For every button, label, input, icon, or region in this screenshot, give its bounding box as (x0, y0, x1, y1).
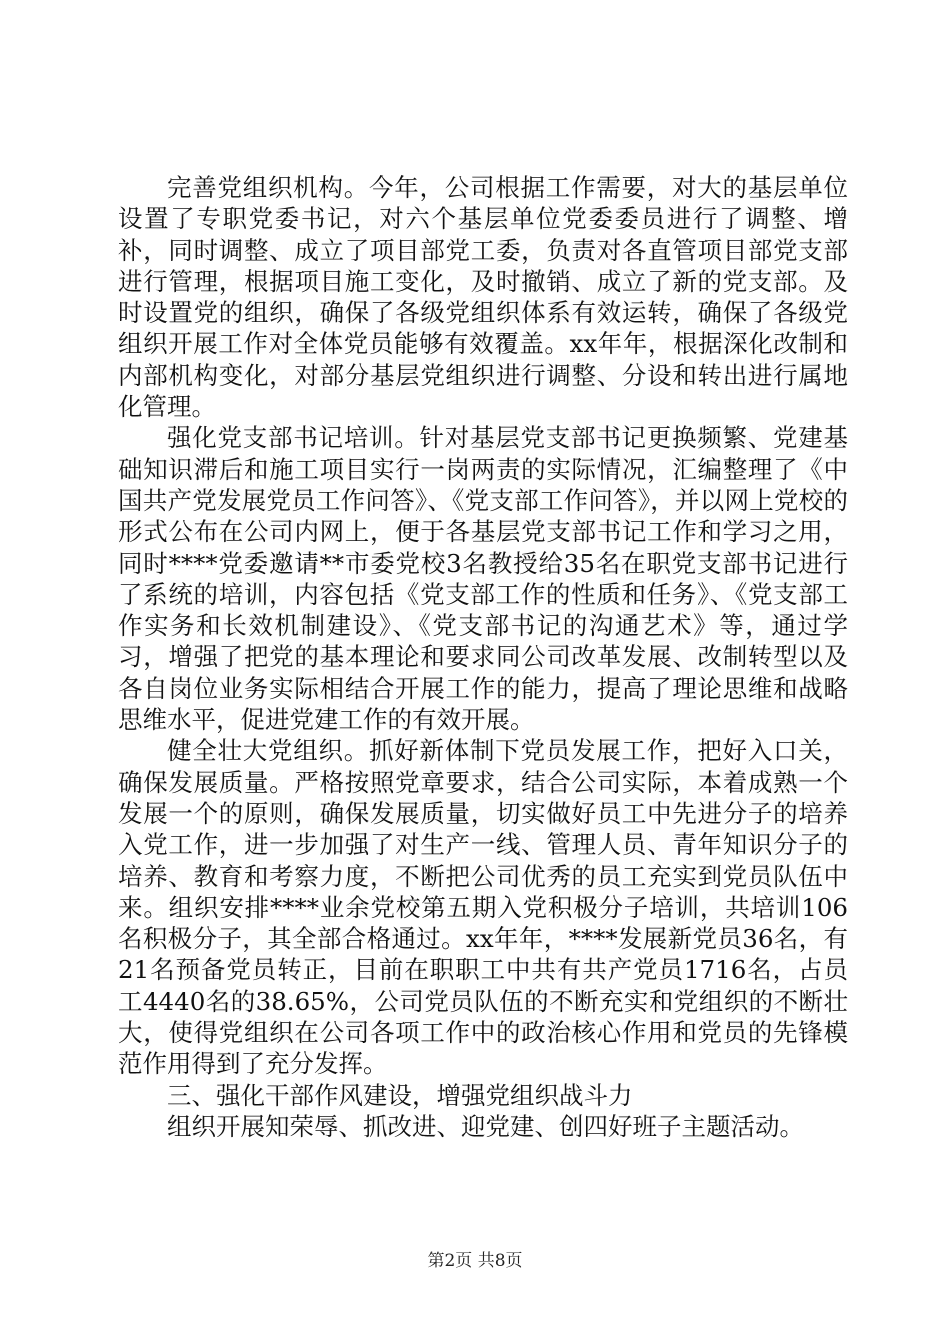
document-body (118, 172, 848, 1142)
section-heading: 三、强化干部作风建设，增强党组织战斗力 (167, 1080, 633, 1110)
paragraph-theme-activity: 组织开展知荣辱、抓改进、迎党建、创四好班子主题活动。 (167, 1111, 804, 1141)
paragraph-party-growth: 健全壮大党组织。抓好新体制下党员发展工作，把好入口关，确保发展质量。严格按照党章要求，结合公司实际，本着成熟一个发展一个的原则，确保发展质量，切实做好员工中先进分子的培养入党工作，进一步加强了对生产一线、管理人员、青年知识分子的培养、教育和考察力度，不断把公司优秀的员工充实到党员队伍中来。组织安排****业余党校第五期入党积极分子培训，共培训106名积极分子，其全部合格通过。xx年年，****发展新党员36名，有21名预备党员转正，目前在职职工中共有共产党员1716名，占员工4440名的38.65%，公司党员队伍的不断充实和党组织的不断壮大，使得党组织在公司各项工作中的政治核心作用和党员的先锋模范作用得到了充分发挥。 (118, 736, 848, 1079)
paragraph-branch-secretary-training: 强化党支部书记培训。针对基层党支部书记更换频繁、党建基础知识滞后和施工项目实行一岗两责的实际情况，汇编整理了《中国共产党发展党员工作问答》、《党支部工作问答》，并以网上党校的形式公布在公司内网上，便于各基层党支部书记工作和学习之用，同时****党委邀请**市委党校3名教授给35名在职党支部书记进行了系统的培训，内容包括《党支部工作的性质和任务》、《党支部工作实务和长效机制建设》、《党支部书记的沟通艺术》等，通过学习，增强了把党的基本理论和要求同公司改革发展、改制转型以及各自岗位业务实际相结合开展工作的能力，提高了理论思维和战略思维水平，促进党建工作的有效开展。 (118, 423, 848, 735)
paragraph-party-organization: 完善党组织机构。今年，公司根据工作需要，对大的基层单位设置了专职党委书记，对六个基层单位党委委员进行了调整、增补，同时调整、成立了项目部党工委，负责对各直管项目部党支部进行管理，根据项目施工变化，及时撤销、成立了新的党支部。及时设置党的组织，确保了各级党组织体系有效运转，确保了各级党组织开展工作对全体党员能够有效覆盖。xx年年，根据深化改制和内部机构变化，对部分基层党组织进行调整、分设和转出进行属地化管理。 (118, 173, 848, 422)
page-footer: 第2页 共8页 (427, 1251, 523, 1271)
